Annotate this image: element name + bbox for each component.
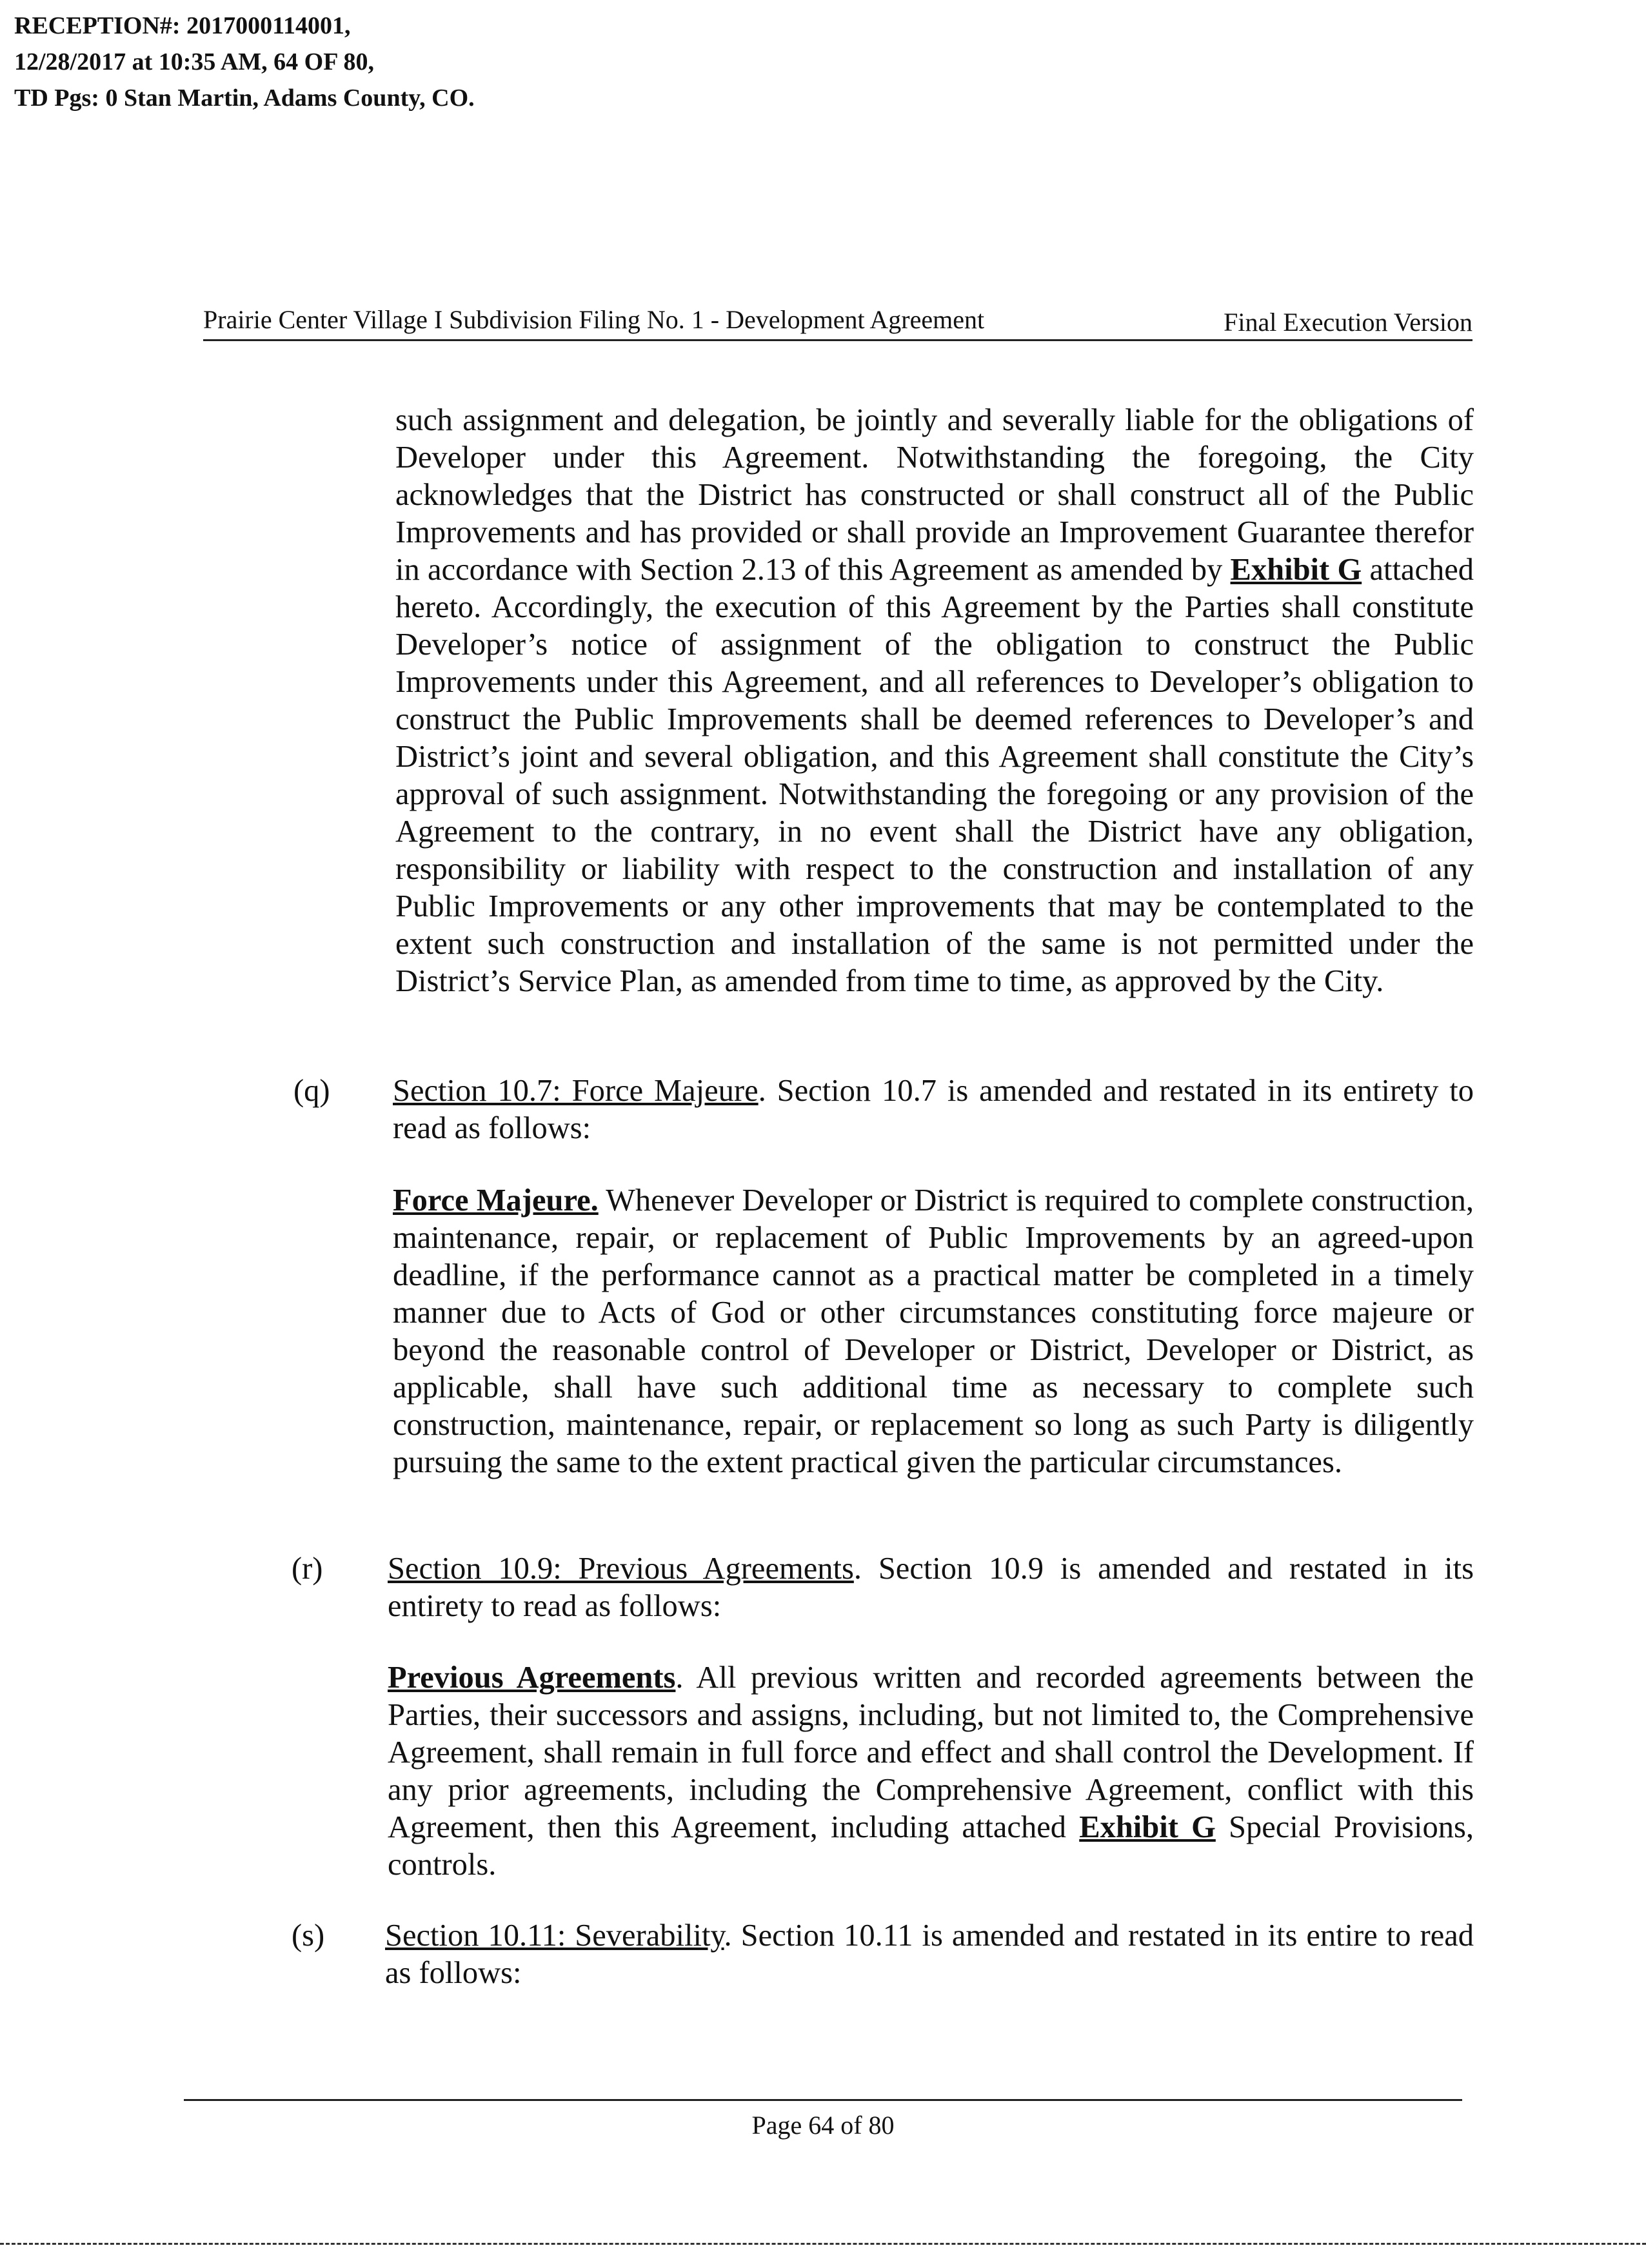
- header-title: Prairie Center Village I Subdivision Filing No. 1 - Development Agreement: [203, 305, 985, 334]
- item-s-heading: Section 10.11: Severability: [385, 1918, 724, 1953]
- continuation-text-2: attached hereto. Accordingly, the execution of this Agreement by the Parties shall constitute Developer’s notice of assignment of the obligation to construct the Public Improvements under this Agreement, and all references to Developer’s obligation to construct the Public Improvements shall be deemed references to Developer’s and District’s joint and several obligation, and this Agreement shall constitute the City’s approval of such assignment. Notwithstanding the foregoing or any provision of the Agreement to the contrary, in no event shall the District have any obligation, responsibility or liability with respect to the construction and installation of any Public Improvements or any other improvements that may be contemplated to the extent such construction and installation of the same is not permitted under the District’s Service Plan, as amended from time to time, as approved by the City.: [395, 553, 1474, 998]
- exhibit-g-reference: Exhibit G: [1230, 553, 1362, 587]
- item-q-intro: [393, 1072, 1474, 1147]
- force-majeure-text: Whenever Developer or District is required to complete construction, maintenance, repair, or replacement of Public Improvements by an agreed-upon deadline, if the performance cannot as a practical matter be completed in a timely manner due to Acts of God or other circumstances constituting force majeure or beyond the reasonable control of Developer or District, Developer or District, as applicable, shall have such additional time as necessary to complete such construction, maintenance, repair, or replacement so long as such Party is diligently pursuing the same to the extent practical given the particular circumstances.: [393, 1183, 1474, 1479]
- force-majeure-block: [393, 1182, 1474, 1481]
- item-s-intro: [385, 1917, 1474, 1992]
- header-version: Final Execution Version: [1224, 308, 1472, 337]
- previous-agreements-block: [388, 1659, 1474, 1884]
- previous-agreements-title: Previous Agreements: [388, 1661, 676, 1695]
- force-majeure-title: Force Majeure.: [393, 1183, 599, 1218]
- continuation-paragraph-text: [395, 402, 1474, 1000]
- item-r-intro-text: . Section 10.9 is amended and restated in its entirety to read as follows:: [388, 1552, 1474, 1623]
- stamp-line-3: TD Pgs: 0 Stan Martin, Adams County, CO.: [14, 84, 475, 112]
- previous-agreements-text-2: Special Provisions, controls.: [388, 1810, 1474, 1882]
- item-marker-r: (r): [292, 1552, 323, 1586]
- running-header: [203, 298, 1472, 341]
- item-r-intro: [388, 1550, 1474, 1625]
- item-s-intro-text: . Section 10.11 is amended and restated in its entire to read as follows:: [385, 1918, 1474, 1990]
- previous-agreements-text-1: . All previous written and recorded agreements between the Parties, their successors and assigns, including, but not limited to, the Comprehensive Agreement, shall remain in full force and effect and shall control the Development. If any prior agreements, including the Comprehensive Agreement, conflict with this Agreement, then this Agreement, including attached: [388, 1661, 1474, 1844]
- recording-stamp: [14, 8, 475, 116]
- item-q-intro-text: . Section 10.7 is amended and restated in its entirety to read as follows:: [393, 1074, 1474, 1145]
- exhibit-g-reference-2: Exhibit G: [1079, 1810, 1216, 1844]
- item-marker-q: (q): [293, 1074, 330, 1108]
- item-q-heading: Section 10.7: Force Majeure: [393, 1074, 759, 1108]
- scan-edge-line: [0, 2243, 1646, 2245]
- footer-rule: [184, 2099, 1462, 2101]
- stamp-line-2: 12/28/2017 at 10:35 AM, 64 OF 80,: [14, 48, 374, 75]
- page-number: Page 64 of 80: [751, 2111, 895, 2140]
- item-marker-s: (s): [292, 1918, 325, 1953]
- item-r-heading: Section 10.9: Previous Agreements: [388, 1552, 854, 1586]
- continuation-paragraph: [395, 402, 1474, 1000]
- stamp-line-1: RECEPTION#: 2017000114001,: [14, 12, 351, 39]
- continuation-text-1: such assignment and delegation, be jointly and severally liable for the obligations of Developer under this Agreement. Notwithstanding the foregoing, the City acknowledges that the District has constructed or shall construct all of the Public Improvements and has provided or shall provide an Improvement Guarantee therefor in accordance with Section 2.13 of this Agreement as amended by: [395, 403, 1474, 587]
